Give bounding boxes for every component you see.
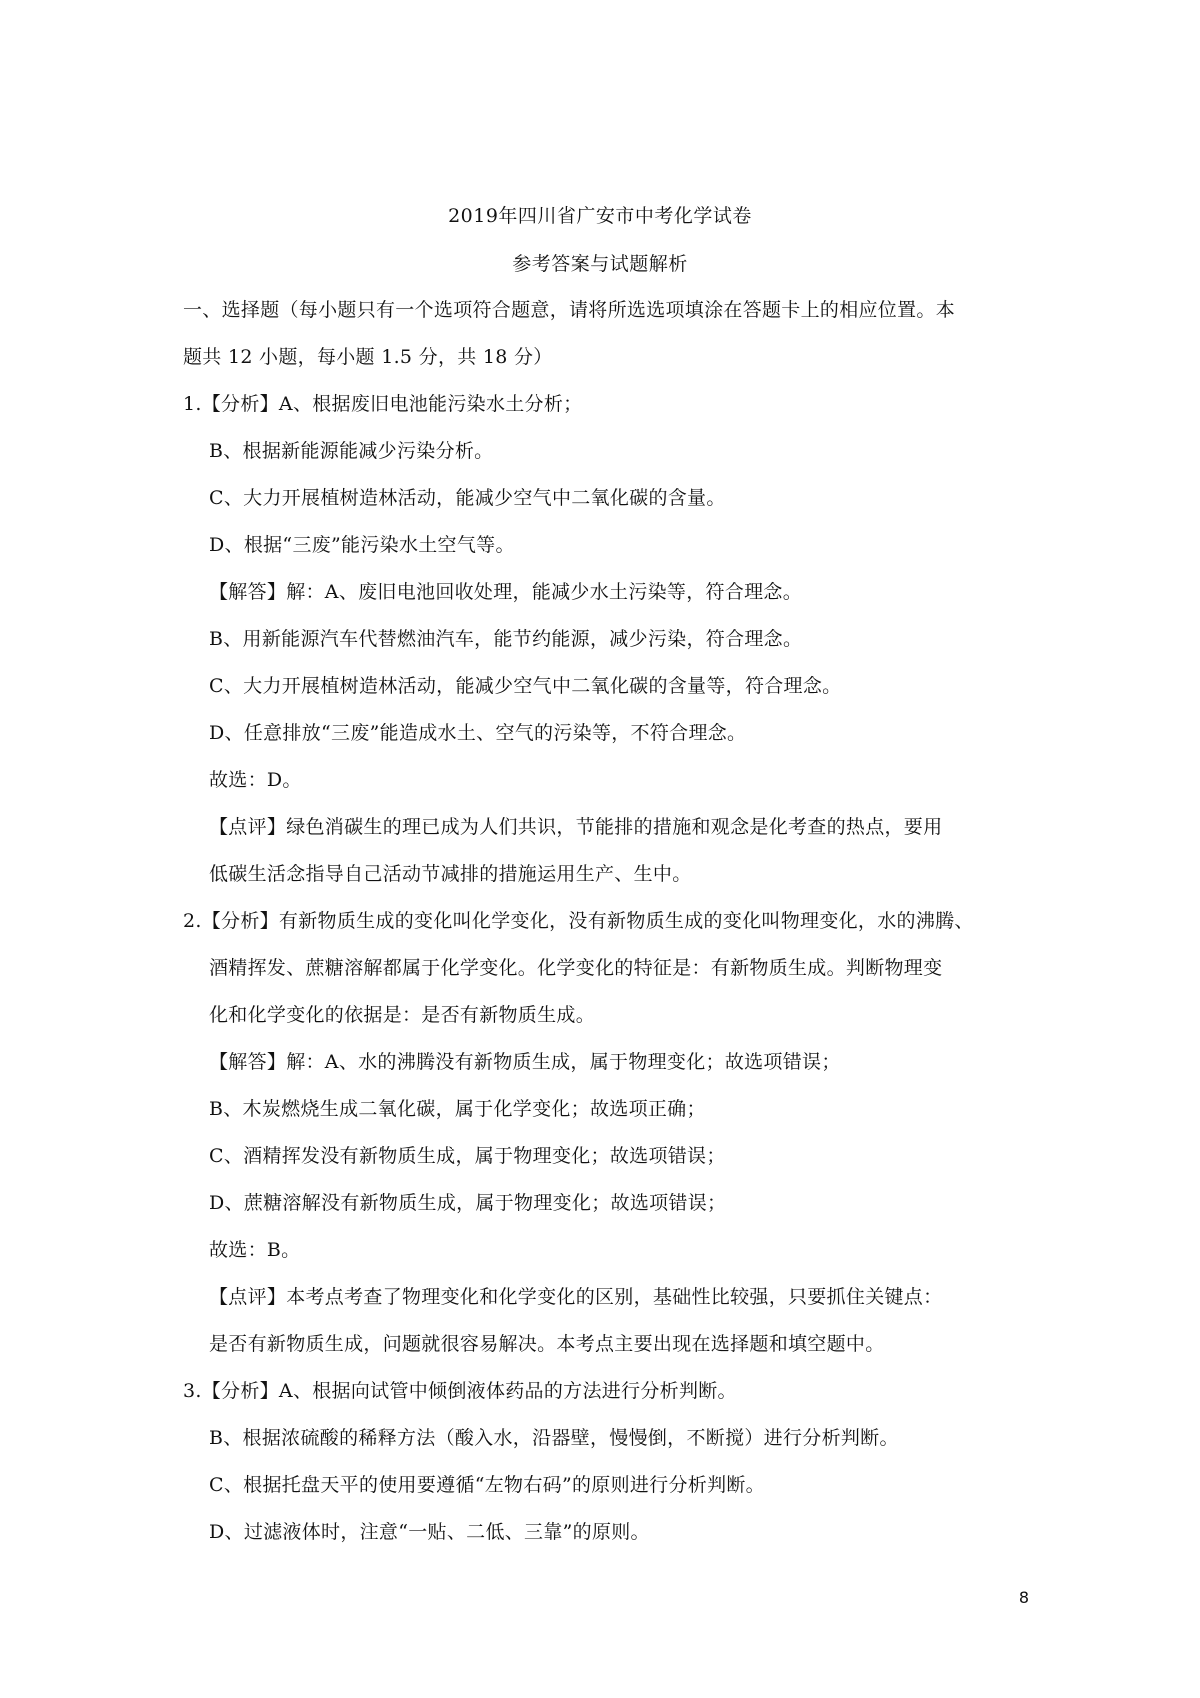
text-line: B、木炭燃烧生成二氧化碳，属于化学变化；故选项正确； xyxy=(209,1098,706,1120)
text-line: 2.【分析】有新物质生成的变化叫化学变化，没有新物质生成的变化叫物理变化，水的沸腾、 xyxy=(183,910,974,932)
text-line: B、用新能源汽车代替燃油汽车，能节约能源，减少污染，符合理念。 xyxy=(209,628,803,650)
text-line: 【点评】绿色消碳生的理已成为人们共识，节能排的措施和观念是化考查的热点，要用 xyxy=(209,816,943,838)
text-line: D、蔗糖溶解没有新物质生成，属于物理变化；故选项错误； xyxy=(209,1192,727,1214)
text-line: 【解答】解：A、水的沸腾没有新物质生成，属于物理变化；故选项错误； xyxy=(209,1051,841,1073)
text-line: D、任意排放“三废”能造成水土、空气的污染等，不符合理念。 xyxy=(209,722,747,744)
text-line: 是否有新物质生成，问题就很容易解决。本考点主要出现在选择题和填空题中。 xyxy=(209,1333,885,1355)
text-line: 【解答】解：A、废旧电池回收处理，能减少水土污染等，符合理念。 xyxy=(209,581,803,603)
text-line: 低碳生活念指导自己活动节减排的措施运用生产、生中。 xyxy=(209,863,692,885)
text-line: 酒精挥发、蔗糖溶解都属于化学变化。化学变化的特征是：有新物质生成。判断物理变 xyxy=(209,957,943,979)
text-line: B、根据浓硫酸的稀释方法（酸入水，沿器壁，慢慢倒，不断搅）进行分析判断。 xyxy=(209,1427,899,1449)
text-line: 化和化学变化的依据是：是否有新物质生成。 xyxy=(209,1004,596,1026)
text-line: 故选：D。 xyxy=(209,769,302,791)
text-line: D、根据“三废”能污染水土空气等。 xyxy=(209,534,515,556)
text-line: 1.【分析】A、根据废旧电池能污染水土分析； xyxy=(183,393,583,415)
document-title: 2019年四川省广安市中考化学试卷 xyxy=(448,205,752,227)
document-body xyxy=(183,293,1033,1562)
text-line: B、根据新能源能减少污染分析。 xyxy=(209,440,494,462)
text-line: C、大力开展植树造林活动，能减少空气中二氧化碳的含量。 xyxy=(209,487,726,509)
text-line: D、过滤液体时，注意“一贴、二低、三靠”的原则。 xyxy=(209,1521,650,1543)
text-line: C、大力开展植树造林活动，能减少空气中二氧化碳的含量等，符合理念。 xyxy=(209,675,842,697)
text-line: 题共 12 小题，每小题 1.5 分，共 18 分） xyxy=(183,346,553,368)
text-line: 故选：B。 xyxy=(209,1239,301,1261)
text-line: 【点评】本考点考查了物理变化和化学变化的区别，基础性比较强，只要抓住关键点： xyxy=(209,1286,943,1308)
document-subtitle: 参考答案与试题解析 xyxy=(512,253,688,275)
text-line: 3.【分析】A、根据向试管中倾倒液体药品的方法进行分析判断。 xyxy=(183,1380,737,1402)
text-line: 一、选择题（每小题只有一个选项符合题意，请将所选选项填涂在答题卡上的相应位置。本 xyxy=(183,299,956,321)
text-line: C、酒精挥发没有新物质生成，属于物理变化；故选项错误； xyxy=(209,1145,726,1167)
page-number: 8 xyxy=(1018,1588,1029,1607)
text-line: C、根据托盘天平的使用要遵循“左物右码”的原则进行分析判断。 xyxy=(209,1474,765,1496)
